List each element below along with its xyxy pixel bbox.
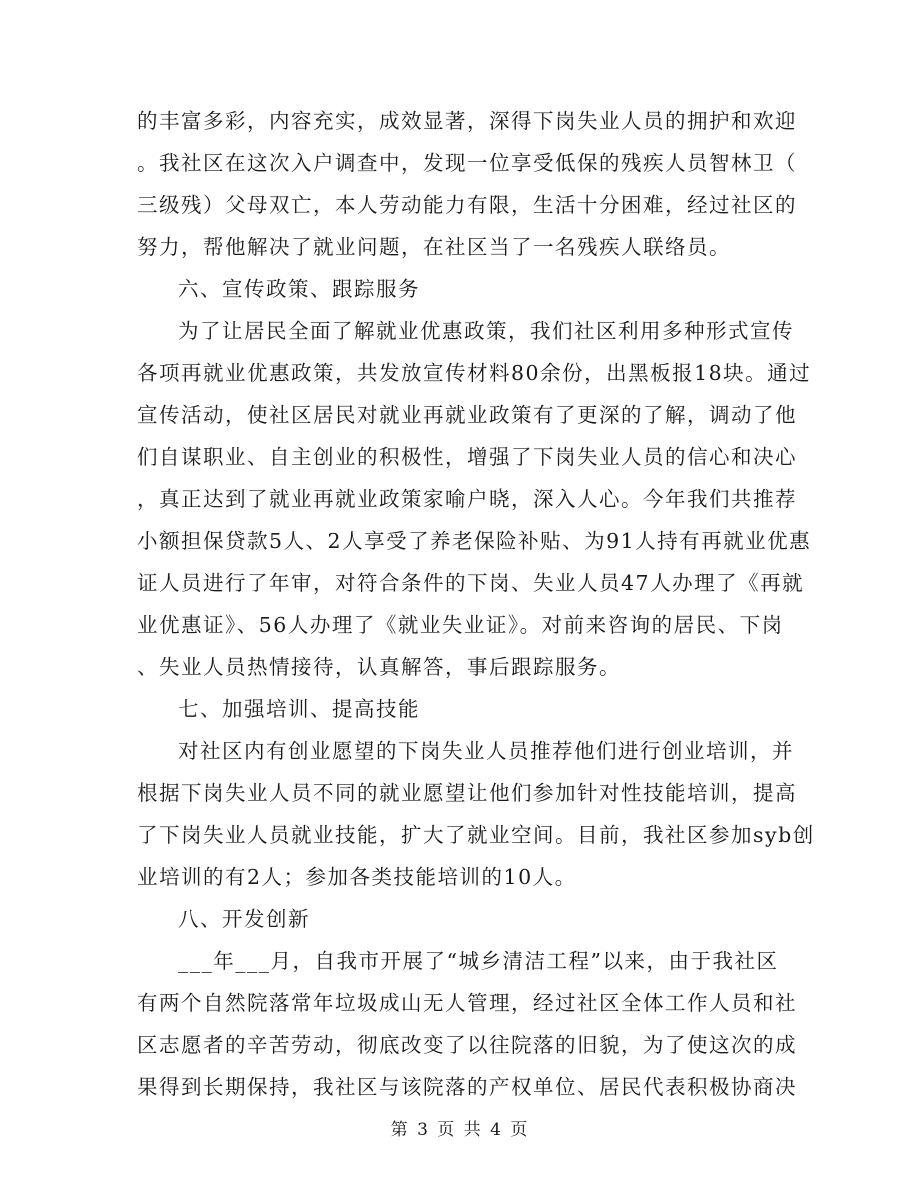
body-text-line: 各项再就业优惠政策，共发放宣传材料80余份，出黑板报18块。通过	[137, 361, 812, 385]
body-text-line: 宣传活动，使社区居民对就业再就业政策有了更深的了解，调动了他	[137, 403, 797, 427]
body-text-line: 证人员进行了年审，对符合条件的下岗、失业人员47人办理了《再就	[137, 571, 805, 595]
body-text-line: 小额担保贷款5人、2人享受了养老保险补贴、为91人持有再就业优惠	[137, 529, 812, 553]
body-text-line: ___年___月，自我市开展了“城乡清洁工程”以来，由于我社区	[178, 949, 779, 973]
body-text-line: 对社区内有创业愿望的下岗失业人员推荐他们进行创业培训，并	[178, 739, 794, 763]
body-text-line: 了下岗失业人员就业技能，扩大了就业空间。目前，我社区参加syb创	[137, 823, 815, 847]
section-heading: 七、加强培训、提高技能	[178, 697, 420, 721]
body-text-line: 三级残）父母双亡，本人劳动能力有限，生活十分困难，经过社区的	[137, 193, 797, 217]
body-text-line: 有两个自然院落常年垃圾成山无人管理，经过社区全体工作人员和社	[137, 991, 797, 1015]
page-footer: 第 3 页 共 4 页	[390, 1120, 530, 1140]
body-text-line: 为了让居民全面了解就业优惠政策，我们社区利用多种形式宣传	[178, 319, 794, 343]
body-text-line: 。我社区在这次入户调查中，发现一位享受低保的残疾人员智林卫（	[137, 151, 797, 175]
body-text-line: ，真正达到了就业再就业政策家喻户晓，深入人心。今年我们共推荐	[137, 487, 797, 511]
body-text-line: 、失业人员热情接待，认真解答，事后跟踪服务。	[137, 655, 621, 679]
body-text-line: 区志愿者的辛苦劳动，彻底改变了以往院落的旧貌，为了使这次的成	[137, 1033, 797, 1057]
body-text-line: 的丰富多彩，内容充实，成效显著，深得下岗失业人员的拥护和欢迎	[137, 109, 797, 133]
body-text-line: 果得到长期保持，我社区与该院落的产权单位、居民代表积极协商决	[137, 1075, 797, 1099]
body-text-line: 业培训的有2人；参加各类技能培训的10人。	[137, 865, 577, 889]
body-text-line: 根据下岗失业人员不同的就业愿望让他们参加针对性技能培训，提高	[137, 781, 797, 805]
body-text-line: 业优惠证》、56人办理了《就业失业证》。对前来咨询的居民、下岗	[137, 613, 784, 637]
section-heading: 六、宣传政策、跟踪服务	[178, 277, 420, 301]
body-text-line: 努力，帮他解决了就业问题，在社区当了一名残疾人联络员。	[137, 235, 731, 259]
section-heading: 八、开发创新	[178, 907, 310, 931]
body-text-line: 们自谋职业、自主创业的积极性，增强了下岗失业人员的信心和决心	[137, 445, 797, 469]
